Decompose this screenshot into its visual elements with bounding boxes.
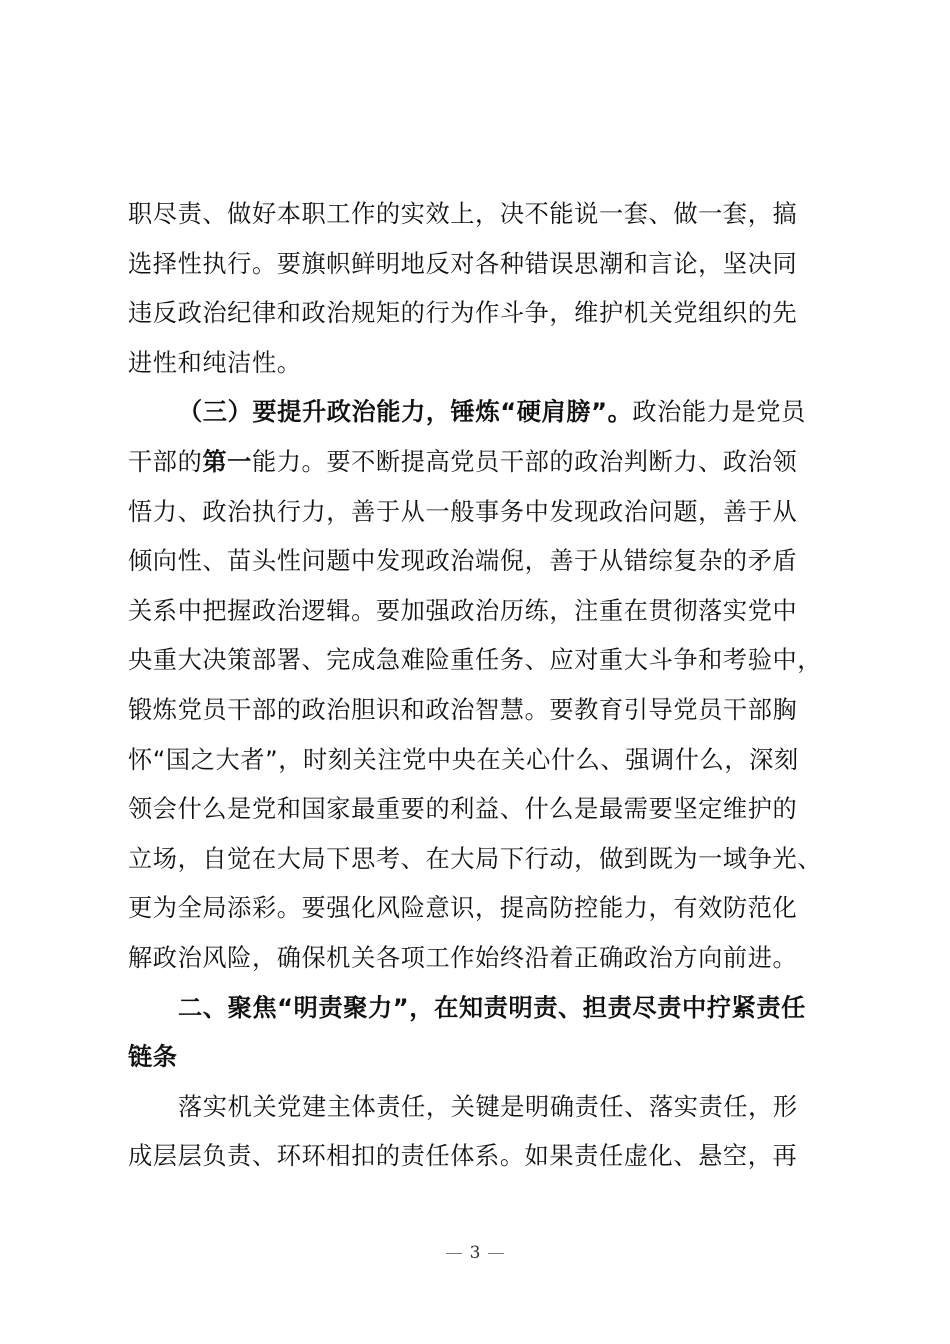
text-line bbox=[128, 736, 828, 786]
text-line bbox=[128, 587, 828, 637]
text-segment: 锻炼党员干部的政治胆识和政治智慧。要教育引导党员干部胸 bbox=[128, 695, 798, 724]
text-segment: 进性和纯洁性。 bbox=[128, 348, 302, 377]
text-line bbox=[128, 240, 828, 290]
footer-dash-right bbox=[488, 1253, 504, 1254]
text-line bbox=[128, 190, 828, 240]
page-number: 3 bbox=[469, 1243, 481, 1263]
text-segment: 落实机关党建主体责任，关键是明确责任、落实责任，形 bbox=[178, 1092, 798, 1121]
document-body bbox=[128, 190, 828, 1182]
text-segment: 干部的 bbox=[128, 447, 203, 476]
text-line bbox=[128, 835, 828, 885]
text-segment: 职尽责、做好本职工作的实效上，决不能说一套、做一套，搞 bbox=[128, 200, 798, 228]
text-segment: 立场，自觉在大局下思考、在大局下行动，做到既为一域争光、 bbox=[128, 844, 823, 873]
text-line bbox=[128, 1132, 828, 1182]
text-line bbox=[128, 339, 828, 389]
text-segment: 选择性执行。要旗帜鲜明地反对各种错误思潮和言论，坚决同 bbox=[128, 249, 798, 278]
text-line bbox=[128, 438, 828, 488]
text-line bbox=[128, 1033, 828, 1083]
bold-text-segment: 链条 bbox=[128, 1043, 178, 1072]
text-segment: 倾向性、苗头性问题中发现政治端倪，善于从错综复杂的矛盾 bbox=[128, 547, 798, 576]
text-line bbox=[128, 984, 828, 1034]
bold-text-segment: 第一 bbox=[202, 447, 252, 476]
text-line bbox=[128, 636, 828, 686]
text-line bbox=[128, 884, 828, 934]
text-segment: 能力。要不断提高党员干部的政治判断力、政治领 bbox=[251, 447, 798, 476]
text-segment: 央重大决策部署、完成急难险重任务、应对重大斗争和考验中， bbox=[128, 646, 823, 675]
text-line bbox=[128, 1083, 828, 1133]
text-line bbox=[128, 934, 828, 984]
bold-text-segment: 二、聚焦“明责聚力”，在知责明责、担责尽责中拧紧责任 bbox=[178, 993, 806, 1022]
footer-dash-left bbox=[446, 1253, 462, 1254]
text-line bbox=[128, 488, 828, 538]
text-line bbox=[128, 537, 828, 587]
text-line bbox=[128, 388, 828, 438]
text-segment: 成层层负责、环环相扣的责任体系。如果责任虚化、悬空，再 bbox=[128, 1142, 798, 1171]
text-segment: 悟力、政治执行力，善于从一般事务中发现政治问题，善于从 bbox=[128, 497, 798, 526]
text-segment: 关系中把握政治逻辑。要加强政治历练，注重在贯彻落实党中 bbox=[128, 596, 798, 625]
text-segment: 领会什么是党和国家最重要的利益、什么是最需要坚定维护的 bbox=[128, 795, 798, 824]
bold-text-segment: （三）要提升政治能力，锤炼“硬肩膀”。 bbox=[178, 398, 633, 427]
text-segment: 政治能力是党员 bbox=[632, 398, 806, 427]
text-segment: 更为全局添彩。要强化风险意识，提高防控能力，有效防范化 bbox=[128, 894, 798, 923]
text-line bbox=[128, 289, 828, 339]
page-footer bbox=[0, 1243, 950, 1263]
text-segment: 解政治风险，确保机关各项工作始终沿着正确政治方向前进。 bbox=[128, 943, 798, 972]
text-line bbox=[128, 785, 828, 835]
text-segment: 违反政治纪律和政治规矩的行为作斗争，维护机关党组织的先 bbox=[128, 299, 798, 328]
text-segment: 怀“国之大者”，时刻关注党中央在关心什么、强调什么，深刻 bbox=[128, 745, 799, 774]
text-line bbox=[128, 686, 828, 736]
